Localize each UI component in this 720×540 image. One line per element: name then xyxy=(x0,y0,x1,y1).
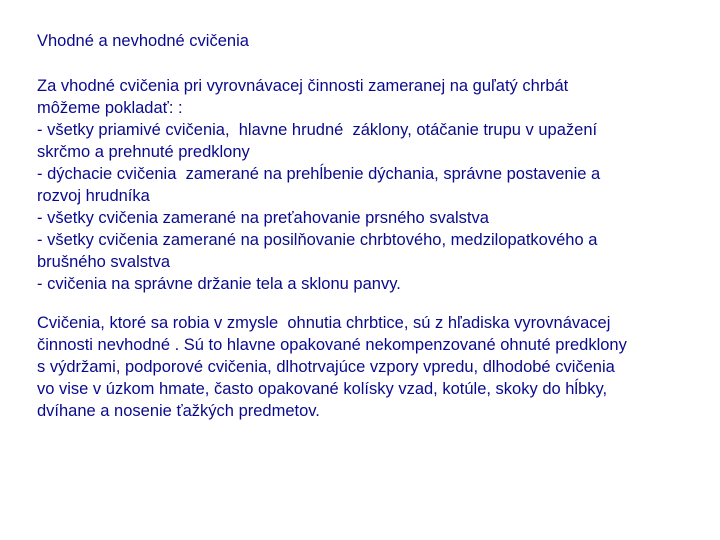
text-line: Cvičenia, ktoré sa robia v zmysle ohnutia chrbtice, sú z hľadiska vyrovnávacej xyxy=(37,314,611,332)
text-line: - všetky cvičenia zamerané na posilňovanie chrbtového, medzilopatkového a xyxy=(37,231,598,249)
text-line: rozvoj hrudníka xyxy=(37,187,150,205)
text-line: - dýchacie cvičenia zamerané na prehĺbenie dýchania, správne postavenie a xyxy=(37,165,601,183)
text-line: Za vhodné cvičenia pri vyrovnávacej činnosti zameranej na guľatý chrbát xyxy=(37,77,569,95)
text-line: vo vise v úzkom hmate, často opakované kolísky vzad, kotúle, skoky do hĺbky, xyxy=(37,380,608,398)
text-line: - všetky cvičenia zamerané na preťahovanie prsného svalstva xyxy=(37,209,489,227)
text-line: môžeme pokladať: : xyxy=(37,99,183,117)
text-line: - cvičenia na správne držanie tela a sklonu panvy. xyxy=(37,275,401,293)
text-line: - všetky priamivé cvičenia, hlavne hrudné záklony, otáčanie trupu v upažení xyxy=(37,121,598,139)
text-line: dvíhane a nosenie ťažkých predmetov. xyxy=(37,402,320,420)
paragraph-suitable-exercises xyxy=(37,75,600,295)
text-line: činnosti nevhodné . Sú to hlavne opakované nekompenzované ohnuté predklony xyxy=(37,336,627,354)
text-line: s výdržami, podporové cvičenia, dlhotrvajúce vzpory vpredu, dlhodobé cvičenia xyxy=(37,358,615,376)
text-line: skrčmo a prehnuté predklony xyxy=(37,143,250,161)
paragraph-unsuitable-exercises xyxy=(37,312,627,422)
slide-title: Vhodné a nevhodné cvičenia xyxy=(37,32,249,50)
text-line: brušného svalstva xyxy=(37,253,170,271)
